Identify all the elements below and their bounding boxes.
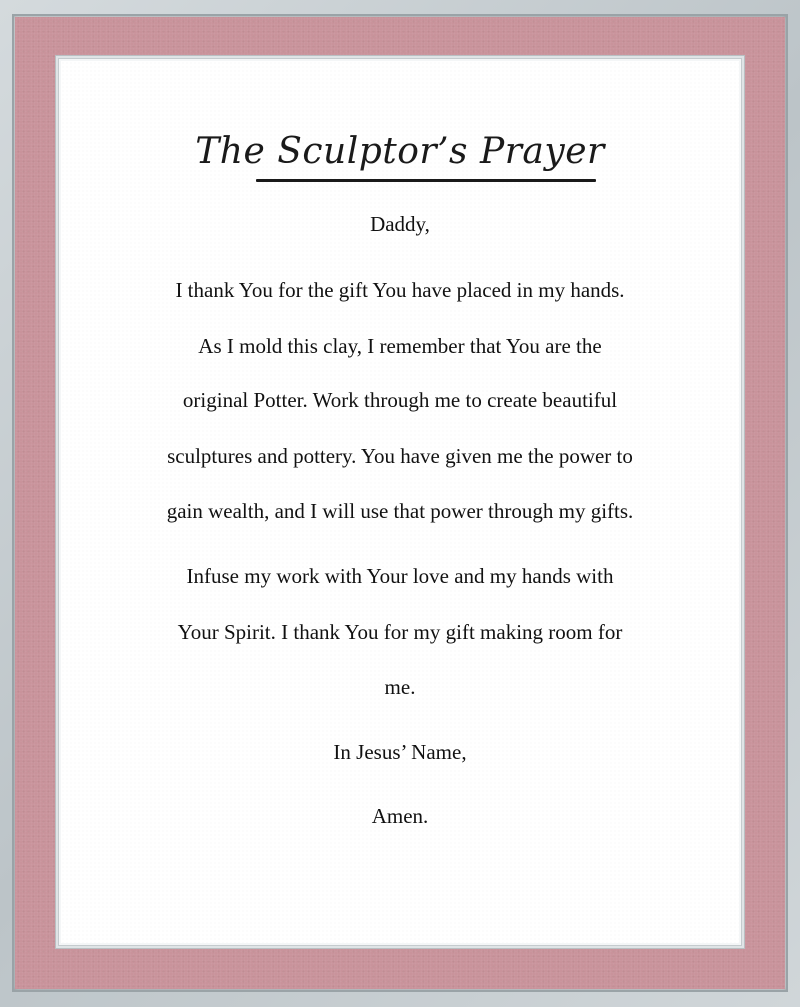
title-underline: [256, 179, 596, 182]
closing-line: In Jesus’ Name,: [333, 740, 467, 764]
paragraph-1-line-3: original Potter. Work through me to create beautiful: [182, 388, 618, 412]
paragraph-1-line-5: gain wealth, and I will use that power through my gifts.: [166, 499, 634, 523]
prayer-title: The Sculptor’s Prayer: [195, 131, 605, 172]
paragraph-1-line-2: As I mold this clay, I remember that You are the: [198, 334, 602, 358]
paragraph-2-line-1: Infuse my work with Your love and my hands with: [186, 564, 614, 588]
salutation: Daddy,: [370, 212, 430, 236]
signoff-line: Amen.: [371, 804, 429, 828]
paragraph-1-line-1: I thank You for the gift You have placed in my hands.: [175, 278, 625, 302]
paragraph-2-line-3: me.: [384, 675, 416, 699]
paragraph-1-line-4: sculptures and pottery. You have given me the power to: [167, 444, 633, 468]
paragraph-2-line-2: Your Spirit. I thank You for my gift making room for: [177, 620, 623, 644]
